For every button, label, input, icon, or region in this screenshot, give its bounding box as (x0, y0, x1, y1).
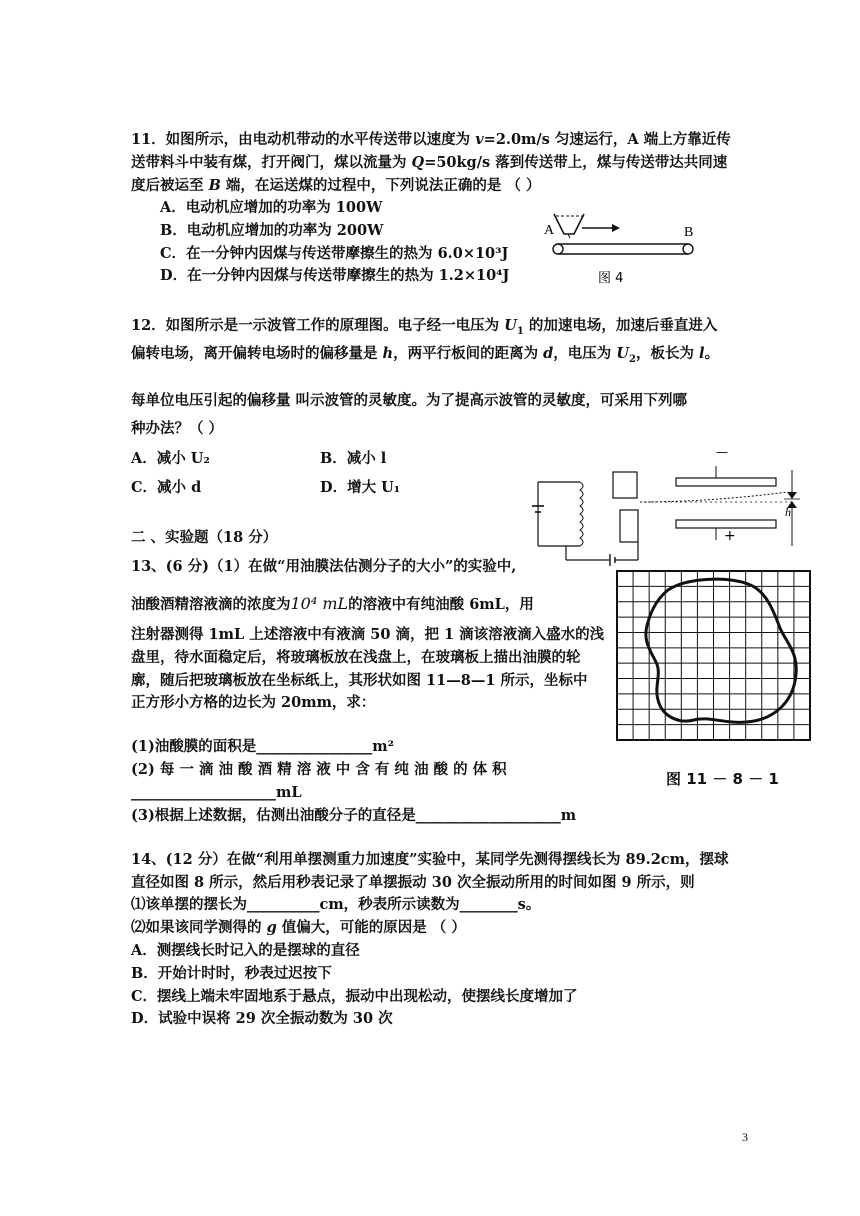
fig-11-8-1-caption: 图 11 － 8 － 1 (666, 770, 779, 788)
q13-line-6: 正方形小方格的边长为 20mm，求： (131, 694, 376, 711)
q13-line-1: 13、(6 分)（1）在做“用油膜法估测分子的大小”的实验中, (131, 558, 517, 575)
page-number: 3 (742, 1130, 748, 1144)
q13-answer-3: (3)根据上述数据，估测出油酸分子的直径是____________________m (131, 807, 577, 824)
q13-line-2: 油酸酒精溶液滴的浓度为10⁴ mL的溶液中有纯油酸 6mL，用 (131, 594, 534, 613)
fig-label-b: B (684, 225, 694, 240)
fig-h-label: h (785, 505, 791, 519)
q12-line-4: 种办法？（ ） (131, 420, 224, 437)
q12-option-a: A．减小 U₂ (131, 450, 210, 467)
q14-line-2: 直径如图 8 所示，然后用秒表记录了单摆振动 30 次全振动所用的时间如图 9 所示，则 (131, 874, 695, 891)
q11-option-d: D．在一分钟内因煤与传送带摩擦生的热为 1.2×10⁴J (160, 267, 510, 284)
section-2-heading: 二 、实验题（18 分） (131, 529, 278, 546)
q12-line-1: 12．如图所示是一示波管工作的原理图。电子经一电压为 $U_1$ 的加速电场，加速后垂直进入 (131, 317, 718, 337)
q11-option-a: A．电动机应增加的功率为 100W (160, 199, 383, 216)
fig4-caption: 图 4 (598, 271, 624, 286)
q11-option-c: C．在一分钟内因煤与传送带摩擦生的热为 6.0×10³J (160, 245, 509, 262)
q12-option-d: D．增大 U₁ (320, 479, 401, 496)
q13-line-4: 盘里，待水面稳定后，将玻璃板放在浅盘上，在玻璃板上描出油膜的轮 (131, 649, 581, 666)
q14-option-a: A．测摆线长时记入的是摆球的直径 (131, 942, 360, 959)
q11-option-b: B．电动机应增加的功率为 200W (160, 222, 384, 239)
conveyor-figure (540, 206, 710, 290)
q12-option-c: C．减小 d (131, 479, 202, 496)
plus-sign: + (724, 528, 736, 544)
oscilloscope-figure (530, 442, 820, 572)
q12-line-3: 每单位电压引起的偏移量 叫示波管的灵敏度。为了提高示波管的灵敏度，可采用下列哪 (131, 392, 688, 409)
q12-option-b: B．减小 l (320, 450, 387, 467)
q13-answer-2: (2) 每 一 滴 油 酸 酒 精 溶 液 中 含 有 纯 油 酸 的 体 积 (131, 761, 507, 778)
minus-sign: — (716, 445, 728, 459)
q11-line-1: 11．如图所示，由电动机带动的水平传送带以速度为 v=2.0m/s 匀速运行，A 端上方靠近传 (131, 131, 731, 148)
q13-answer-2-blank: ____________________mL (131, 784, 302, 801)
q14-line-1: 14、(12 分）在做“利用单摆测重力加速度”实验中，某同学先测得摆线长为 89.2cm，摆球 (131, 851, 729, 868)
q12-line-2: 偏转电场，离开偏转电场时的偏移量是 h，两平行板间的距离为 d，电压为 $U_2$，板长为 l。 (131, 345, 720, 365)
q11-line-3: 度后被运至 B 端，在运送煤的过程中，下列说法正确的是 （ ） (131, 177, 541, 194)
q13-line-5: 廓，随后把玻璃板放在坐标纸上，其形状如图 11—8—1 所示，坐标中 (131, 672, 588, 689)
q11-line-2: 送带料斗中装有煤，打开阀门，煤以流量为 Q=50kg/s 落到传送带上，煤与传送带达共同速 (131, 154, 728, 171)
q13-line-3: 注射器测得 1mL 上述溶液中有液滴 50 滴，把 1 滴该溶液滴入盛水的浅 (131, 626, 605, 643)
q14-option-d: D．试验中误将 29 次全振动数为 30 次 (131, 1010, 393, 1027)
q14-line-4: ⑵如果该同学测得的 g 值偏大，可能的原因是 （ ） (131, 919, 466, 936)
oil-film-grid-figure (616, 570, 812, 742)
fig-label-a: A (544, 223, 555, 238)
q14-option-c: C．摆线上端未牢固地系于悬点，振动中出现松动，使摆线长度增加了 (131, 988, 578, 1005)
q14-line-3: ⑴该单摆的摆长为__________cm，秒表所示读数为________s。 (131, 896, 541, 913)
q13-answer-1: (1)油酸膜的面积是________________m² (131, 738, 395, 755)
q14-option-b: B．开始计时时，秒表过迟按下 (131, 965, 332, 982)
